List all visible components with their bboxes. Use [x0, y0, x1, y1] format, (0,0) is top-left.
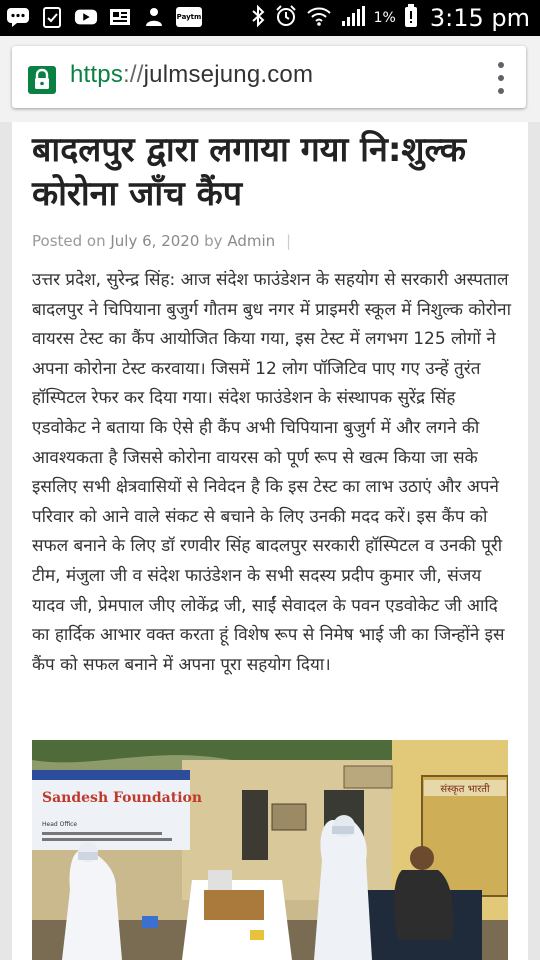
notification-icons [6, 6, 202, 28]
signal-icon [340, 5, 366, 31]
browser-toolbar [0, 36, 540, 122]
url-host: julmsejung.com [143, 61, 314, 88]
lock-icon[interactable] [28, 66, 56, 94]
battery-warning-icon [404, 4, 418, 32]
url-scheme: https [70, 61, 124, 88]
status-bar [0, 0, 540, 36]
article-body: उत्तर प्रदेश, सुरेन्द्र सिंह: आज संदेश फाउंडेशन के सहयोग से सरकारी अस्पताल बादलपुर ने चिपियाना बुजुर्ग गौतम बुध नगर में प्राइमरी स्कूल में निशुल्क कोरोना वायरस टेस्ट का कैंप आयोजित किया गया, इस टेस्ट में लगभग 125 लोगों ने अपना कोरोना टेस्ट करवाया। जिसमें 12 लोग पॉजिटिव पाए गए उन्हें तुरंत हॉस्पिटल रेफर कर दिया गया। संदेश फाउंडेशन के संस्थापक सुरेंद्र सिंह एडवोकेट ने बताया कि ऐसे ही कैंप अभी चिपियाना बुजुर्ग में और लगने की आवश्यकता है जिससे कोरोना वायरस को पूर्ण रूप से खत्म किया जा सके इसलिए सभी क्षेत्रवासियों से निवेदन है कि इस टेस्ट का लाभ उठाएं और अपने परिवार को आने वाले संकट से बचाने के लिए उनकी मदद करें। इस कैंप को सफल बनाने के लिए डॉ रणवीर सिंह बादलपुर सरकारी हॉस्पिटल व उनकी पूरी टीम, मंजुला जी व संदेश फाउंडेशन के सभी सदस्य प्रदीप कुमार जी, संजय यादव जी, प्रेमपाल जीए लोकेंद्र जी, साईं सेवादल के पवन एडवोकेट जी आदि का हार्दिक आभार वक्त करता हूं विशेष रूप से निमेष भाई जी का जिन्होंने इस कैंप को सफल बनाने में अपना पूरा सहयोग दिया। [32, 270, 511, 675]
url-text[interactable] [70, 61, 313, 89]
paytm-icon: Paytm [176, 7, 202, 27]
article-card [12, 122, 528, 960]
article-title[interactable]: बादलपुर द्वारा लगाया गया नि:शुल्क कोरोना जाँच कैंप [32, 130, 466, 214]
post-meta [32, 232, 291, 250]
youtube-icon [74, 6, 98, 28]
news-icon [108, 6, 132, 28]
battery-percent: 1% [373, 10, 396, 26]
bluetooth-icon [250, 4, 266, 32]
message-icon [6, 6, 30, 28]
by-label: by [204, 232, 223, 250]
clipboard-check-icon [40, 6, 64, 28]
address-bar[interactable] [12, 46, 526, 108]
web-page [0, 122, 540, 960]
more-options-icon[interactable] [496, 62, 506, 94]
banner-small: Head Office [42, 821, 78, 828]
article-photo[interactable] [32, 740, 508, 960]
wifi-icon [306, 5, 332, 31]
post-date-link[interactable]: July 6, 2020 [110, 232, 200, 250]
alarm-icon [274, 4, 298, 32]
school-sign-text: संस्कृत भारती [440, 784, 490, 795]
system-icons [250, 4, 530, 32]
url-separator: :// [123, 61, 144, 88]
clock: 3:15 pm [429, 4, 530, 32]
meta-separator: | [285, 232, 291, 250]
banner-title: Sandesh Foundation [42, 790, 203, 806]
author-link[interactable]: Admin [227, 232, 276, 250]
person-icon [142, 6, 166, 28]
posted-on-label: Posted on [32, 232, 106, 250]
